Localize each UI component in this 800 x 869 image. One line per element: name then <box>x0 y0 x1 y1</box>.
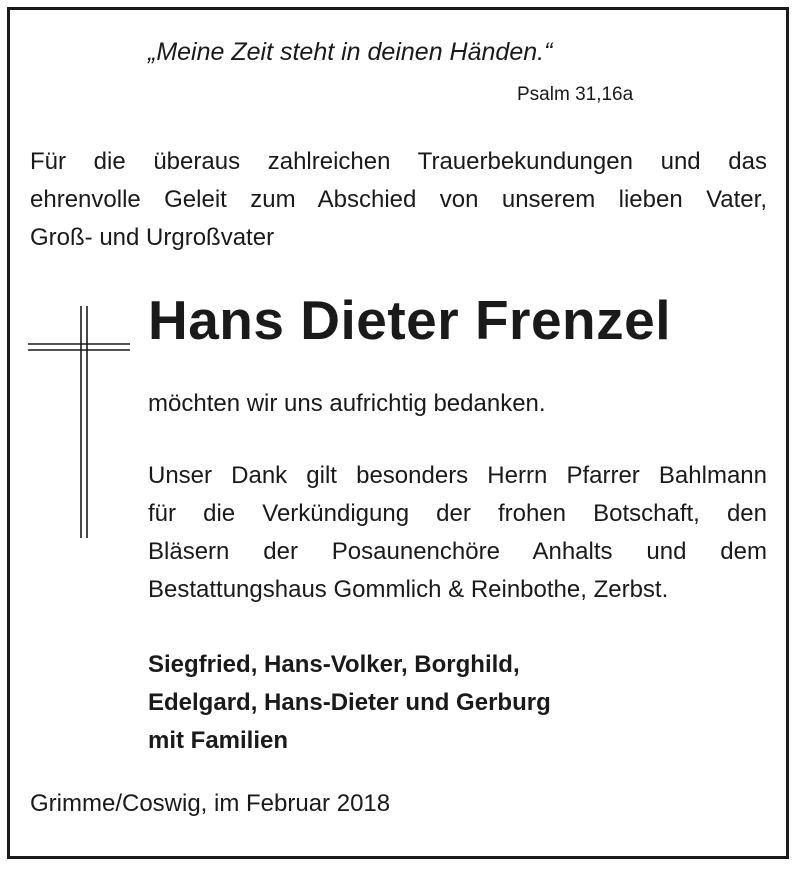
signers-line: Edelgard, Hans-Dieter und Gerburg <box>148 689 551 716</box>
special-thanks-line: Unser Dank gilt besonders Herrn Pfarrer Bahlmann <box>148 462 767 489</box>
cross-icon <box>28 306 130 538</box>
motto-reference: Psalm 31,16a <box>517 84 634 105</box>
special-thanks-line: für die Verkündigung der frohen Botschaft, den <box>148 500 767 527</box>
intro-line: Für die überaus zahlreichen Trauerbekundungen und das <box>30 148 767 175</box>
place-date: Grimme/Coswig, im Februar 2018 <box>30 790 391 817</box>
signers-line: mit Familien <box>148 727 289 754</box>
intro-paragraph <box>30 143 767 257</box>
signers-block <box>148 646 551 760</box>
special-thanks-line: Bestattungshaus Gommlich & Reinbothe, Zerbst. <box>148 576 669 603</box>
motto-quote: „Meine Zeit steht in deinen Händen.“ <box>148 38 553 66</box>
thanks-line: möchten wir uns aufrichtig bedanken. <box>148 390 546 417</box>
deceased-name: Hans Dieter Frenzel <box>148 289 672 351</box>
special-thanks-paragraph <box>148 457 767 609</box>
intro-line: Groß- und Urgroßvater <box>30 224 275 251</box>
special-thanks-line: Bläsern der Posaunenchöre Anhalts und dem <box>148 538 767 565</box>
signers-line: Siegfried, Hans-Volker, Borghild, <box>148 651 520 678</box>
intro-line: ehrenvolle Geleit zum Abschied von unserem lieben Vater, <box>30 186 767 213</box>
